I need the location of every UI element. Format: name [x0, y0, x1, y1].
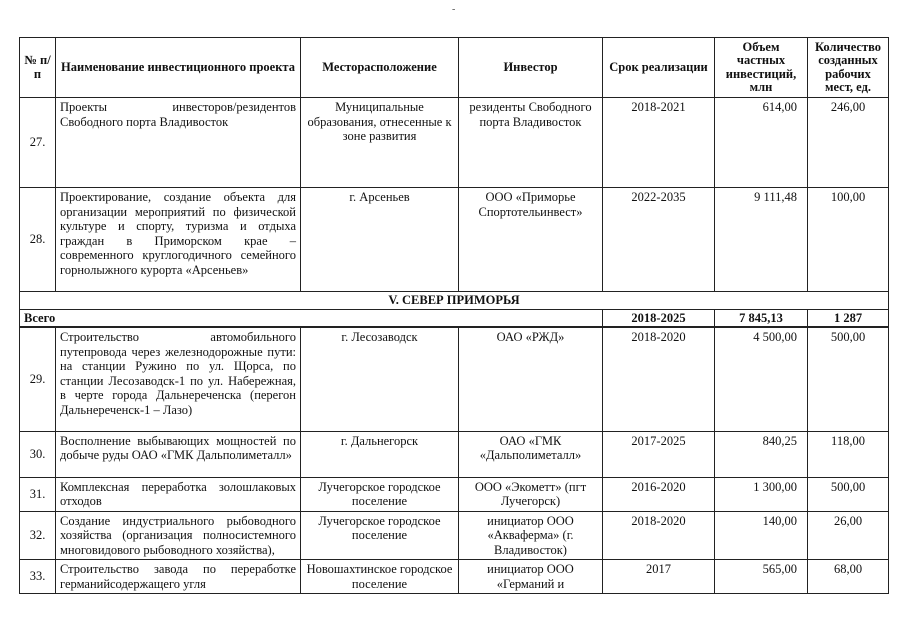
row-location: г. Лесозаводск [301, 327, 459, 431]
total-period: 2018-2025 [603, 309, 715, 327]
table-row [20, 431, 889, 477]
row-num: 29. [20, 327, 56, 431]
row-location: г. Арсеньев [301, 188, 459, 292]
row-period: 2018-2021 [603, 98, 715, 188]
row-period: 2016-2020 [603, 477, 715, 511]
row-location: Лучегорское городское поселение [301, 511, 459, 560]
row-period: 2022-2035 [603, 188, 715, 292]
row-num: 27. [20, 98, 56, 188]
row-jobs: 68,00 [808, 560, 889, 594]
header-period: Срок реализации [603, 38, 715, 98]
section-total-row [20, 309, 889, 327]
row-period: 2018-2020 [603, 511, 715, 560]
row-volume: 614,00 [715, 98, 808, 188]
row-project-name: Восполнение выбывающих мощностей по добыче руды ОАО «ГМК Дальполиметалл» [56, 431, 301, 477]
row-volume: 840,25 [715, 431, 808, 477]
header-location: Месторасположение [301, 38, 459, 98]
row-project-name: Проекты инвесторов/резидентов Свободного порта Владивосток [56, 98, 301, 188]
table-row [20, 511, 889, 560]
header-investor: Инвестор [459, 38, 603, 98]
row-location: Муниципальные образования, отнесенные к зоне развития [301, 98, 459, 188]
total-label: Всего [20, 309, 603, 327]
row-num: 33. [20, 560, 56, 594]
row-investor: ООО «Приморье Спортотельинвест» [459, 188, 603, 292]
row-volume: 565,00 [715, 560, 808, 594]
header-num: № п/п [20, 38, 56, 98]
row-investor: инициатор ООО «Германий и [459, 560, 603, 594]
row-investor: резиденты Свободного порта Владивосток [459, 98, 603, 188]
row-investor: инициатор ООО «Акваферма» (г. Владивосток) [459, 511, 603, 560]
section-title: V. СЕВЕР ПРИМОРЬЯ [20, 292, 889, 310]
row-project-name: Строительство завода по переработке германийсодержащего угля [56, 560, 301, 594]
row-jobs: 246,00 [808, 98, 889, 188]
row-num: 32. [20, 511, 56, 560]
investment-projects-table [19, 37, 889, 594]
row-period: 2018-2020 [603, 327, 715, 431]
row-period: 2017 [603, 560, 715, 594]
row-num: 31. [20, 477, 56, 511]
row-volume: 1 300,00 [715, 477, 808, 511]
row-volume: 4 500,00 [715, 327, 808, 431]
header-name: Наименование инвестиционного проекта [56, 38, 301, 98]
row-investor: ООО «Экометт» (пгт Лучегорск) [459, 477, 603, 511]
table-row [20, 98, 889, 188]
row-investor: ОАО «РЖД» [459, 327, 603, 431]
page-mark: - [452, 4, 456, 15]
row-project-name: Строительство автомобильного путепровода через железнодорожные пути: на станции Ружино по ул. Щорса, по станции Лесозаводск-1 по ул. Набережная, в черте города Дальнереченска (перегон Дальнереченск-1 – Лазо) [56, 327, 301, 431]
row-volume: 140,00 [715, 511, 808, 560]
row-jobs: 500,00 [808, 477, 889, 511]
row-investor: ОАО «ГМК «Дальполиметалл» [459, 431, 603, 477]
row-jobs: 26,00 [808, 511, 889, 560]
row-project-name: Создание индустриального рыбоводного хозяйства (организация полносистемного многовидового рыбоводного хозяйства), [56, 511, 301, 560]
row-period: 2017-2025 [603, 431, 715, 477]
header-jobs: Количество созданных рабочих мест, ед. [808, 38, 889, 98]
table-row [20, 327, 889, 431]
header-volume: Объем частных инвестиций, млн [715, 38, 808, 98]
table-row [20, 477, 889, 511]
row-num: 30. [20, 431, 56, 477]
header-row [20, 38, 889, 98]
table-row [20, 560, 889, 594]
total-jobs: 1 287 [808, 309, 889, 327]
section-heading-row [20, 292, 889, 310]
row-project-name: Проектирование, создание объекта для организации мероприятий по физической культуре и спорту, туризма и отдыха граждан в Приморском крае – современного круглогодичного семейного горнолыжного курорта «Арсеньев» [56, 188, 301, 292]
row-location: Лучегорское городское поселение [301, 477, 459, 511]
row-project-name: Комплексная переработка золошлаковых отходов [56, 477, 301, 511]
total-volume: 7 845,13 [715, 309, 808, 327]
table-row [20, 188, 889, 292]
row-jobs: 118,00 [808, 431, 889, 477]
row-num: 28. [20, 188, 56, 292]
row-jobs: 500,00 [808, 327, 889, 431]
row-location: г. Дальнегорск [301, 431, 459, 477]
row-location: Новошахтинское городское поселение [301, 560, 459, 594]
row-jobs: 100,00 [808, 188, 889, 292]
row-volume: 9 111,48 [715, 188, 808, 292]
